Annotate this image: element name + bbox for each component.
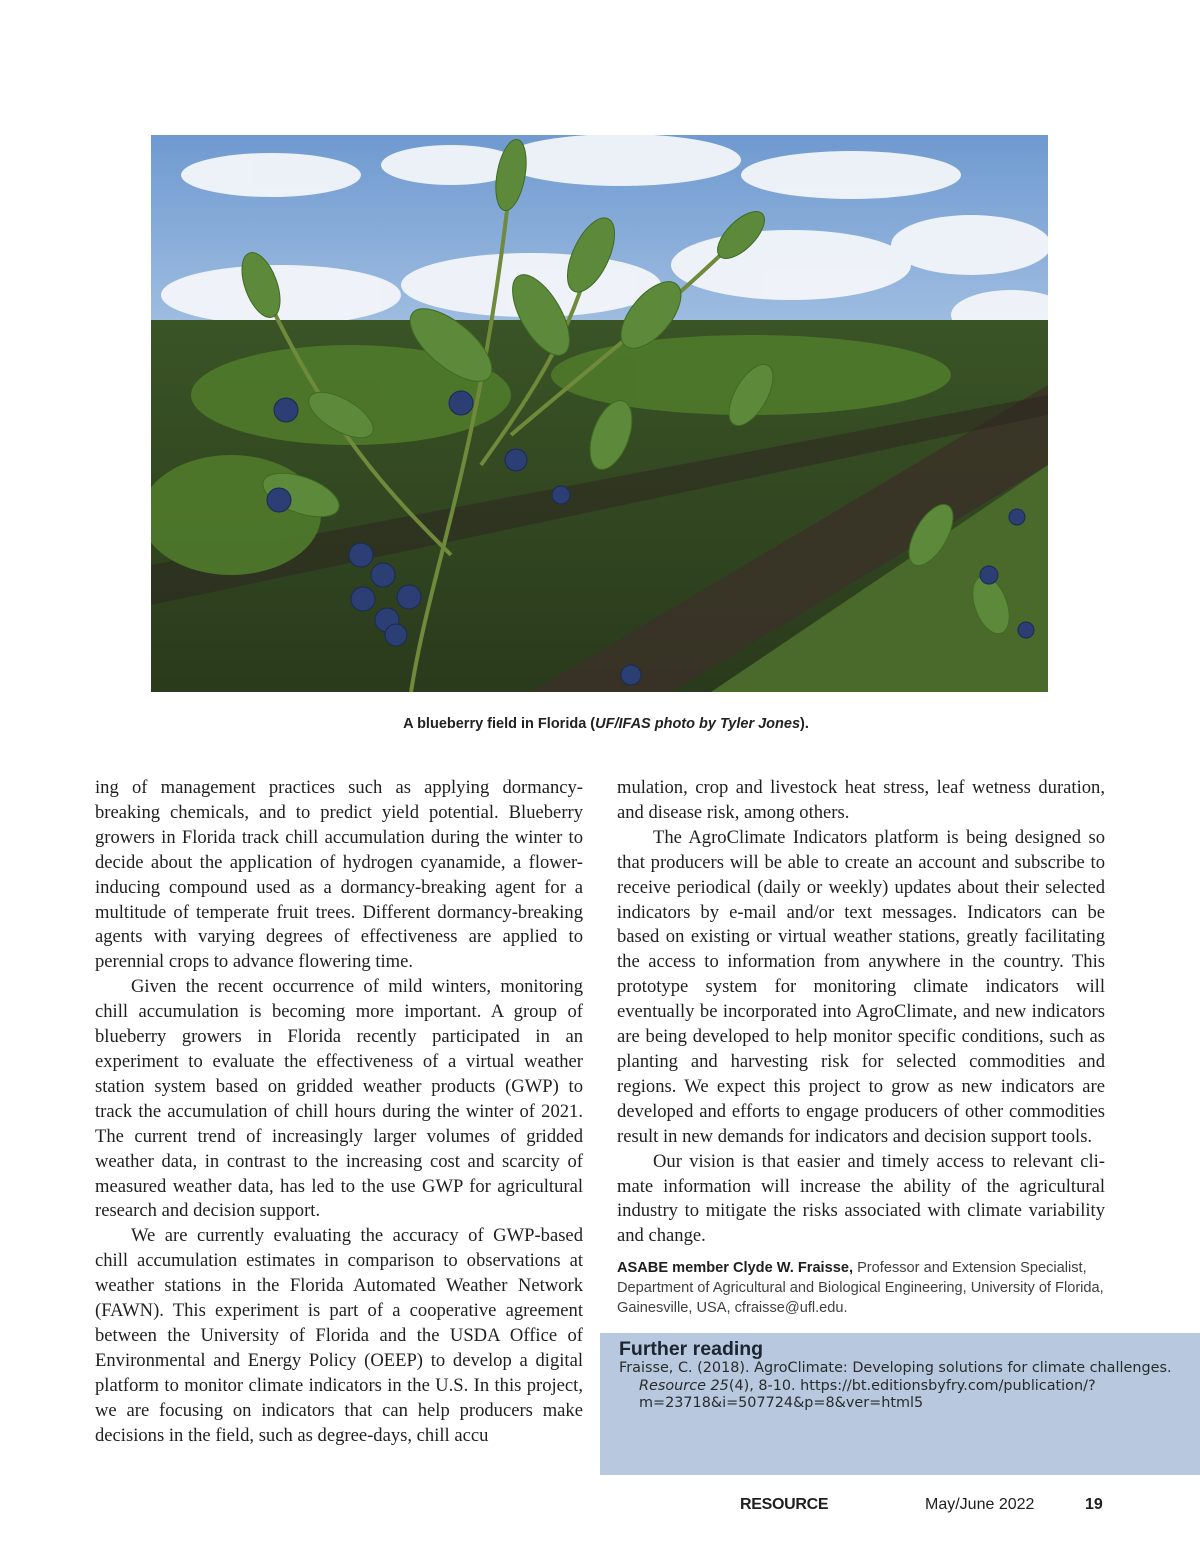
caption-credit: UF/IFAS photo by Tyler Jones <box>595 716 801 732</box>
reference-journal: Resource 25 <box>639 1377 729 1394</box>
paragraph: Given the recent occurrence of mild winters, monitoring chill accumulation is becoming more important. A group of blueberry growers in Florida recently participated in an experiment to evaluate the effectiveness of a virtual weather station system based on gridded weather products (GWP) to track the accumulation of chill hours during the winter of 2021. The current trend of increasingly larger volumes of gridded weather data, in contrast to the increasing cost and scarcity of measured weather data, has led to the use GWP for agricultural research and decision support. <box>95 976 583 1222</box>
magazine-name: RESOURCE <box>740 1496 829 1513</box>
photo-illustration <box>151 135 1048 692</box>
author-affiliation: Professor and Extension Specialist, Department of Agricultural and Biological Engineering, University of Florida, Gainesville, USA, cfraisse@ufl.edu. <box>617 1260 1104 1316</box>
photo-caption <box>0 716 1200 732</box>
right-column <box>617 776 1105 1319</box>
reference-entry <box>619 1360 1180 1413</box>
author-bio <box>617 1259 1105 1318</box>
paragraph: ing of management practices such as applying dormancy-breaking chemicals, and to predict yield potential. Blueberry growers in Florida track chill accumulation during the winter to decide about the application of hydrogen cyanamide, a flower-inducing compound used as a dormancy-breaking agent for a multitude of temperate fruit trees. Different dormancy-breaking agents with varying degrees of effectiveness are applied to perennial crops to advance flowering time. <box>95 777 583 973</box>
blueberry-field-photo <box>151 135 1048 692</box>
page-number: 19 <box>1085 1496 1103 1513</box>
reference-link[interactable]: (4), 8-10. https://bt.editionsbyfry.com/publication/?m=23718&i=507724&p=8&ver=​html5 <box>639 1377 1096 1412</box>
issue-date: May/June 2022 <box>925 1496 1035 1513</box>
paragraph: Our vision is that easier and timely access to relevant climate information will increase the ability of the agricultural industry to mitigate the risks associated with climate variability and change. <box>617 1150 1105 1247</box>
author-name: ASABE member Clyde W. Fraisse, <box>617 1260 854 1277</box>
further-reading-title: Further reading <box>619 1338 764 1360</box>
further-reading-box <box>600 1333 1200 1475</box>
caption-main: A blueberry field in Florida ( <box>403 716 596 732</box>
caption-end: ). <box>800 716 809 732</box>
paragraph: mulation, crop and livestock heat stress, leaf wetness duration, and disease risk, among others. <box>617 777 1105 823</box>
paragraph: The AgroClimate Indicators platform is being designed so that producers will be able to create an account and subscribe to receive periodical (daily or weekly) updates about their selected indicators by e-mail and/or text messages. Indicators can be based on existing or virtual weather stations, greatly facilitating the access to information from anywhere in the country. This prototype system for monitoring climate indicators will eventually be incorporated into AgroClimate, and new indicators are being developed to help monitor specific conditions, such as planting and harvesting risk for selected commodities and regions. We expect this project to grow as new indicators are developed and efforts to engage producers of other commodities result in new demands for indicators and decision support tools. <box>617 826 1105 1147</box>
paragraph: We are currently evaluating the accuracy of GWP-based chill accumulation estimates in comparison to observations at weather stations in the Florida Automated Weather Network (FAWN). This experiment is part of a cooperative agreement between the University of Florida and the USDA Office of Environmental and Energy Policy (OEEP) to develop a digital platform to monitor climate indicators in the U.S. In this project, we are focusing on indicators that can help producers make decisions in the field, such as degree-days, chill accu <box>95 1225 583 1446</box>
reference-text: Fraisse, C. (2018). AgroClimate: Developing solutions for climate challenges. <box>619 1360 1172 1376</box>
left-column <box>95 776 583 1448</box>
